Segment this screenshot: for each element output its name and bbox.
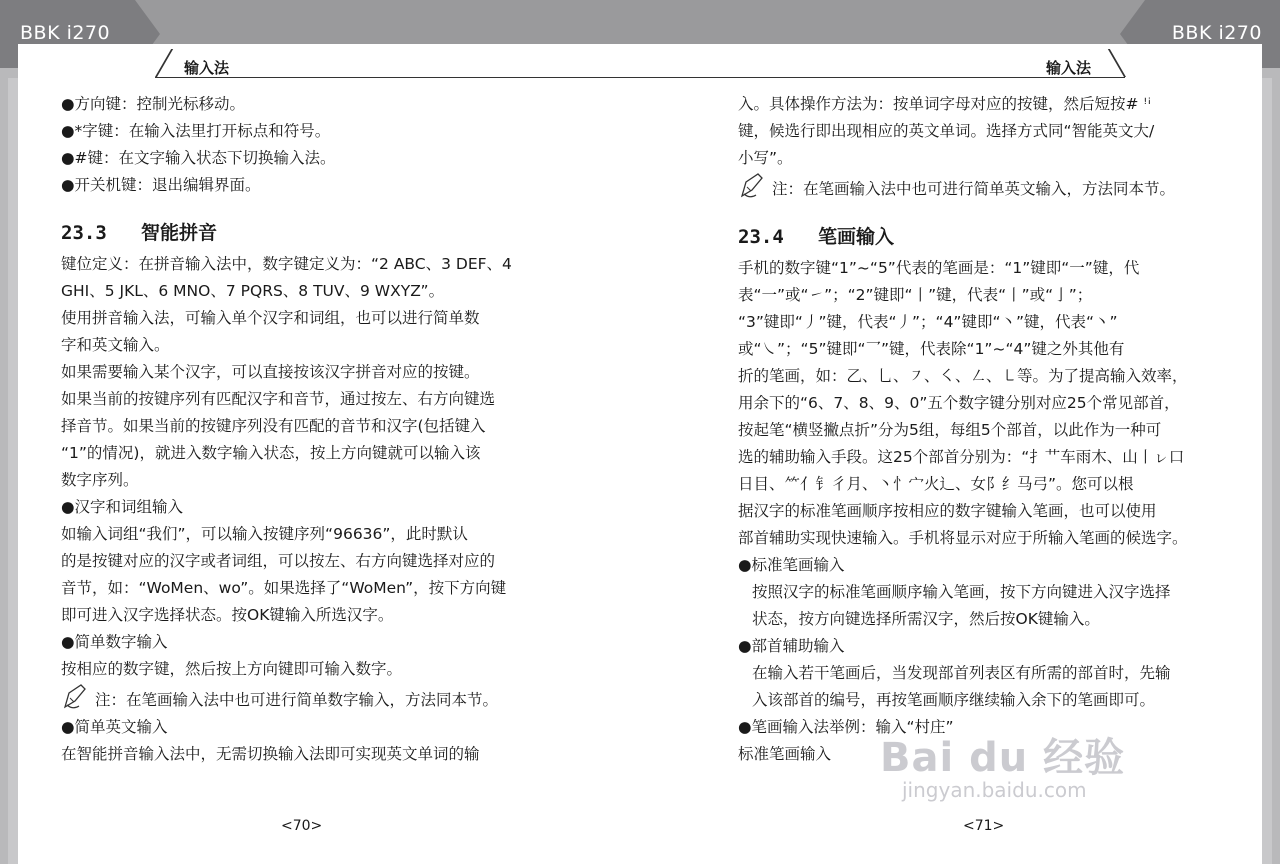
watermark-url: jingyan.baidu.com [902, 778, 1087, 802]
body-line: 如果当前的按键序列有匹配汉字和音节，通过按左、右方向键选 [61, 390, 496, 408]
body-line: 择音节。如果当前的按键序列没有匹配的音节和汉字(包括键入 [61, 417, 486, 435]
body-line: 数字序列。 [61, 471, 139, 489]
body-line: 按起笔“横竖撇点折”分为5组，每组5个部首，以此作为一种可 [738, 421, 1162, 439]
section-title: 智能拼音 [141, 222, 218, 244]
body-line: ●标准笔画输入 [738, 556, 845, 574]
body-line: 入。具体操作方法为：按单词字母对应的按键，然后短按# ꜝꜞ [738, 95, 1152, 113]
page-number-left: <70> [281, 818, 323, 834]
body-line: 或“㇏”；“5”键即“乛”键，代表除“1”~“4”键之外其他有 [738, 340, 1125, 358]
section-title: 笔画输入 [818, 226, 895, 248]
key-desc-line: ●开关机键：退出编辑界面。 [61, 176, 261, 194]
body-line: ●笔画输入法举例：输入“村庄” [738, 718, 954, 736]
indented-line: 入该部首的编号，再按笔画顺序继续输入余下的笔画即可。 [752, 691, 1156, 709]
body-line: 标准笔画输入 [738, 745, 832, 763]
body-line: 据汉字的标准笔画顺序按相应的数字键输入笔画，也可以使用 [738, 502, 1157, 520]
top-band [0, 0, 1280, 44]
left-column [61, 91, 561, 768]
body-line: 用余下的“6、7、8、9、0”五个数字键分别对应25个常见部首， [738, 394, 1180, 412]
right-page-edge [1262, 78, 1272, 864]
body-line: “1”的情况)，就进入数字输入状态，按上方向键就可以输入该 [61, 444, 481, 462]
key-desc-line: ●*字键：在输入法里打开标点和符号。 [61, 122, 331, 140]
right-column [738, 91, 1238, 768]
note-text: 注：在笔画输入法中也可进行简单英文输入，方法同本节。 [772, 180, 1176, 198]
note-pencil-icon [738, 170, 766, 200]
indented-line: 按照汉字的标准笔画顺序输入笔画，按下方向键进入汉字选择 [752, 583, 1171, 601]
note-pencil-icon [61, 681, 89, 711]
section-number: 23.3 [61, 222, 107, 244]
body-line: 即可进入汉字选择状态。按OK键输入所选汉字。 [61, 606, 394, 624]
section-number: 23.4 [738, 226, 784, 248]
body-line: 手机的数字键“1”~“5”代表的笔画是：“1”键即“一”键，代 [738, 259, 1140, 277]
body-line: 折的笔画，如：乙、乚、㇇、㇛、㇜、㇄等。为了提高输入效率， [738, 367, 1188, 385]
body-line: 键位定义：在拼音输入法中，数字键定义为：“2 ABC、3 DEF、4 [61, 255, 512, 273]
indented-line: 在输入若干笔画后，当发现部首列表区有所需的部首时，先输 [752, 664, 1171, 682]
body-line: 字和英文输入。 [61, 336, 170, 354]
body-line: 小写”。 [738, 149, 793, 167]
watermark-logo: Bai du 经验 [880, 735, 1126, 781]
page-number-right: <71> [963, 818, 1005, 834]
body-line: 日目、⺮亻钅彳月、丶忄宀火辶、女阝纟马弓”。您可以根 [738, 475, 1134, 493]
header-title-left: 输入法 [184, 59, 230, 77]
body-line: 使用拼音输入法，可输入单个汉字和词组，也可以进行简单数 [61, 309, 480, 327]
header-title-right: 输入法 [1046, 59, 1092, 77]
body-line: ●简单数字输入 [61, 633, 168, 651]
section-heading [738, 221, 1238, 253]
body-line: ●部首辅助输入 [738, 637, 845, 655]
brand-label-right: BBK i270 [1171, 22, 1262, 44]
body-line: 选的辅助输入手段。这25个部首分别为：“扌艹车雨木、山丨ㇾ口 [738, 448, 1185, 466]
note-text: 注：在笔画输入法中也可进行简单数字输入，方法同本节。 [95, 691, 499, 709]
body-line: “3”键即“丿”键，代表“丿”；“4”键即“丶”键，代表“丶” [738, 313, 1118, 331]
body-line: 键，候选行即出现相应的英文单词。选择方式同“智能英文大/ [738, 122, 1155, 140]
body-line: 的是按键对应的汉字或者词组，可以按左、右方向键选择对应的 [61, 552, 496, 570]
body-line: 如果需要输入某个汉字，可以直接按该汉字拼音对应的按键。 [61, 363, 480, 381]
body-line: 部首辅助实现快速输入。手机将显示对应于所输入笔画的候选字。 [738, 529, 1188, 547]
note-line [61, 687, 561, 714]
body-line: ●汉字和词组输入 [61, 498, 184, 516]
key-desc-line: ●#键：在文字输入状态下切换输入法。 [61, 149, 336, 167]
body-line: ●简单英文输入 [61, 718, 168, 736]
body-line: 按相应的数字键，然后按上方向键即可输入数字。 [61, 660, 403, 678]
left-page-edge [8, 78, 18, 864]
note-line [738, 176, 1238, 203]
brand-label-left: BBK i270 [20, 22, 111, 44]
body-line: 在智能拼音输入法中，无需切换输入法即可实现英文单词的输 [61, 745, 480, 763]
body-line: 如输入词组“我们”，可以输入按键序列“96636”，此时默认 [61, 525, 468, 543]
indented-line: 状态，按方向键选择所需汉字，然后按OK键输入。 [752, 610, 1100, 628]
key-desc-line: ●方向键：控制光标移动。 [61, 95, 246, 113]
body-line: GHI、5 JKL、6 MNO、7 PQRS、8 TUV、9 WXYZ”。 [61, 282, 445, 300]
body-line: 音节，如：“WoMen、wo”。如果选择了“WoMen”，按下方向键 [61, 579, 507, 597]
section-heading [61, 217, 561, 249]
body-line: 表“一”或“㇀”；“2”键即“丨”键，代表“丨”或“亅”； [738, 286, 1093, 304]
